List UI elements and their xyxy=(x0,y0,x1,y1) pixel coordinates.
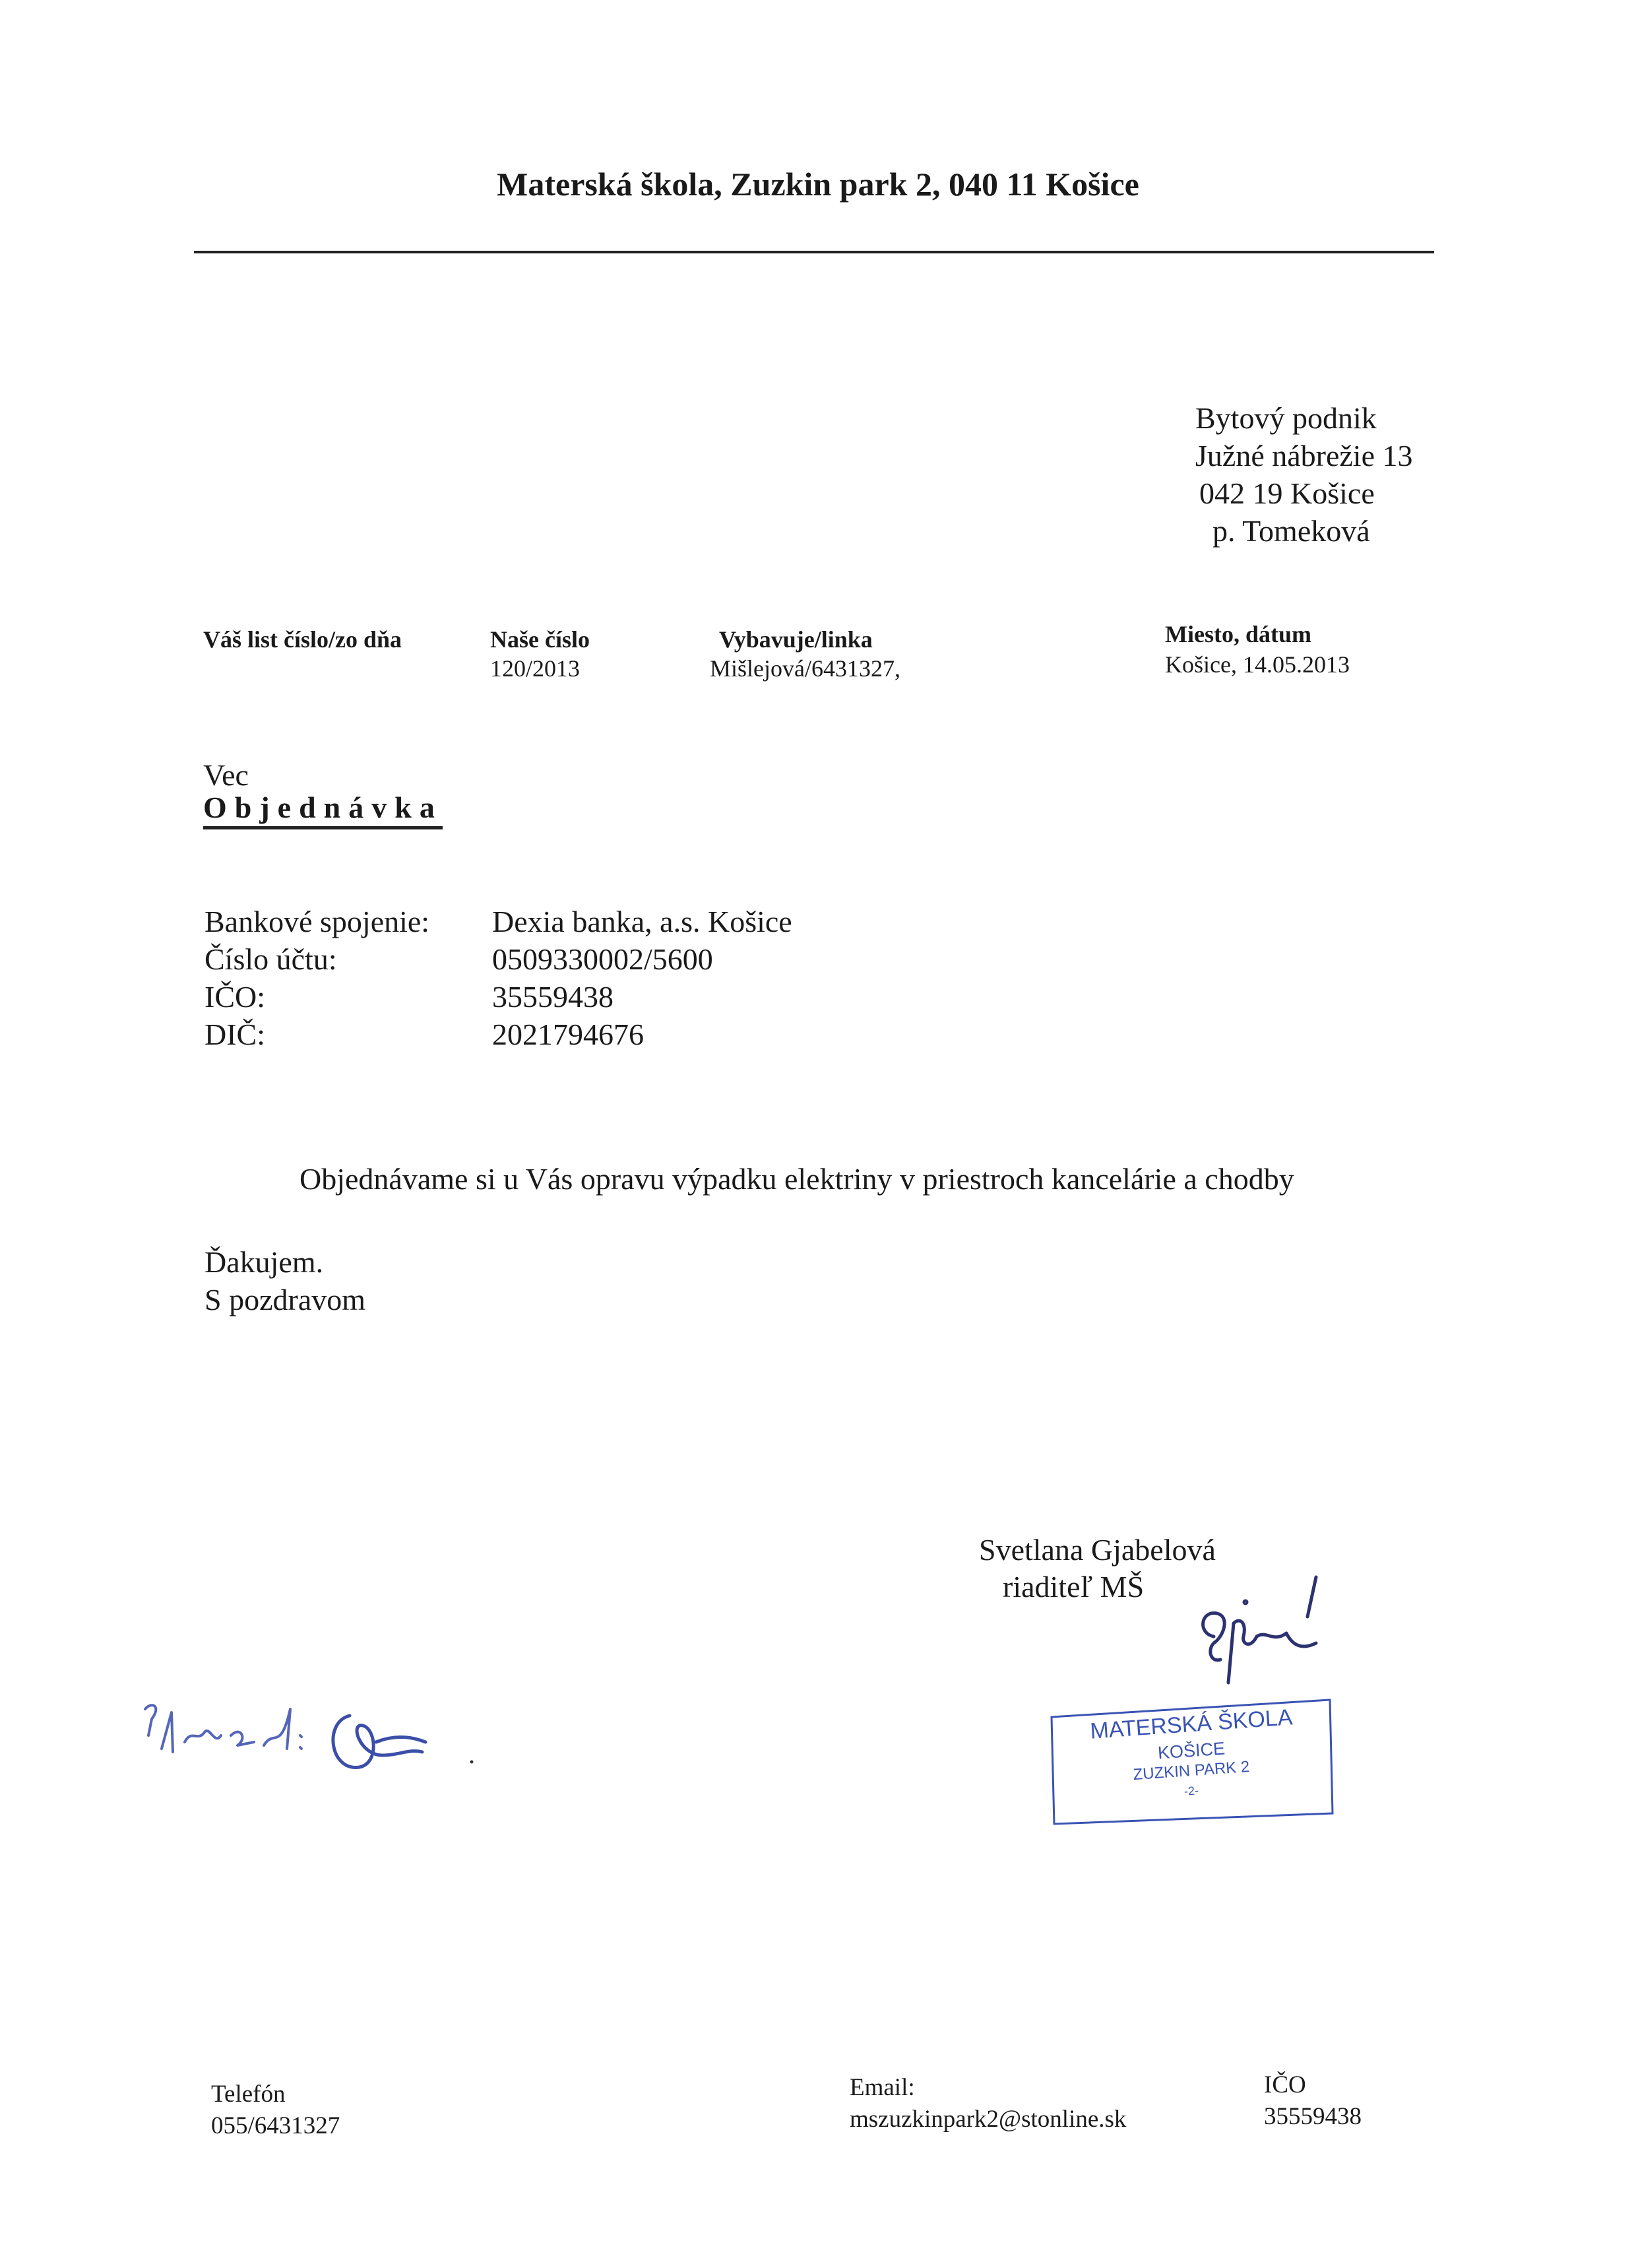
stamp-line-3: ZUZKIN PARK 2 xyxy=(1132,1757,1251,1784)
recipient-line-1: Bytový podnik xyxy=(1195,401,1377,435)
stamp-line-4: -2- xyxy=(1183,1784,1199,1798)
account-value: 0509330002/5600 xyxy=(492,942,713,976)
recipient-address xyxy=(1195,399,1413,550)
order-text: Objednávame si u Vás opravu výpadku elektriny v priestroch kancelárie a chodby xyxy=(299,1162,1294,1196)
recipient-line-4: p. Tomeková xyxy=(1212,514,1370,548)
school-stamp xyxy=(1049,1693,1334,1827)
account-label: Číslo účtu: xyxy=(204,942,337,976)
subject-label: Vec xyxy=(203,758,249,792)
footer-email xyxy=(850,2072,1126,2135)
received-note-handwriting xyxy=(132,1689,501,1795)
footer-phone-value: 055/6431327 xyxy=(211,2112,340,2139)
closing xyxy=(204,1243,365,1318)
bank-values xyxy=(492,903,792,1053)
ico-label: IČO: xyxy=(204,980,265,1014)
handled-by-value: Mišlejová/6431327, xyxy=(710,655,900,682)
our-number-label: Naše číslo xyxy=(490,626,590,653)
letterhead-title: Materská škola, Zuzkin park 2, 040 11 Košice xyxy=(497,166,1139,203)
bank-labels xyxy=(204,903,429,1053)
signatory-name: Svetlana Gjabelová xyxy=(979,1533,1216,1567)
closing-regards: S pozdravom xyxy=(204,1283,366,1316)
your-ref-label: Váš list číslo/zo dňa xyxy=(203,626,402,653)
recipient-line-3: 042 19 Košice xyxy=(1199,476,1375,510)
bank-label: Bankové spojenie: xyxy=(204,905,430,938)
recipient-line-2: Južné nábrežie 13 xyxy=(1195,439,1413,472)
signatory-role: riaditeľ MŠ xyxy=(1003,1570,1145,1604)
footer-phone-label: Telefón xyxy=(211,2081,286,2108)
footer-ico xyxy=(1264,2069,1362,2133)
place-date-value: Košice, 14.05.2013 xyxy=(1165,651,1350,678)
handled-by-label: Vybavuje/linka xyxy=(719,626,873,653)
closing-thanks: Ďakujem. xyxy=(204,1245,324,1279)
letterhead-divider xyxy=(194,251,1434,253)
footer-ico-value: 35559438 xyxy=(1264,2103,1362,2130)
director-signature xyxy=(1194,1551,1352,1696)
bank-value: Dexia banka, a.s. Košice xyxy=(492,905,792,938)
subject-title: Objednávka xyxy=(203,792,443,829)
dic-value: 2021794676 xyxy=(492,1018,644,1051)
stamp-line-1: MATERSKÁ ŠKOLA xyxy=(1089,1704,1294,1744)
footer-email-label: Email: xyxy=(850,2074,915,2101)
our-number-value: 120/2013 xyxy=(490,655,581,682)
dic-label: DIČ: xyxy=(204,1018,265,1051)
footer-phone xyxy=(211,2079,340,2142)
footer-email-value: mszuzkinpark2@stonline.sk xyxy=(850,2106,1127,2133)
place-date-label: Miesto, dátum xyxy=(1165,621,1311,647)
footer-ico-label: IČO xyxy=(1264,2071,1306,2098)
stamp-line-2: KOŠICE xyxy=(1157,1738,1226,1763)
ico-value: 35559438 xyxy=(492,980,614,1014)
